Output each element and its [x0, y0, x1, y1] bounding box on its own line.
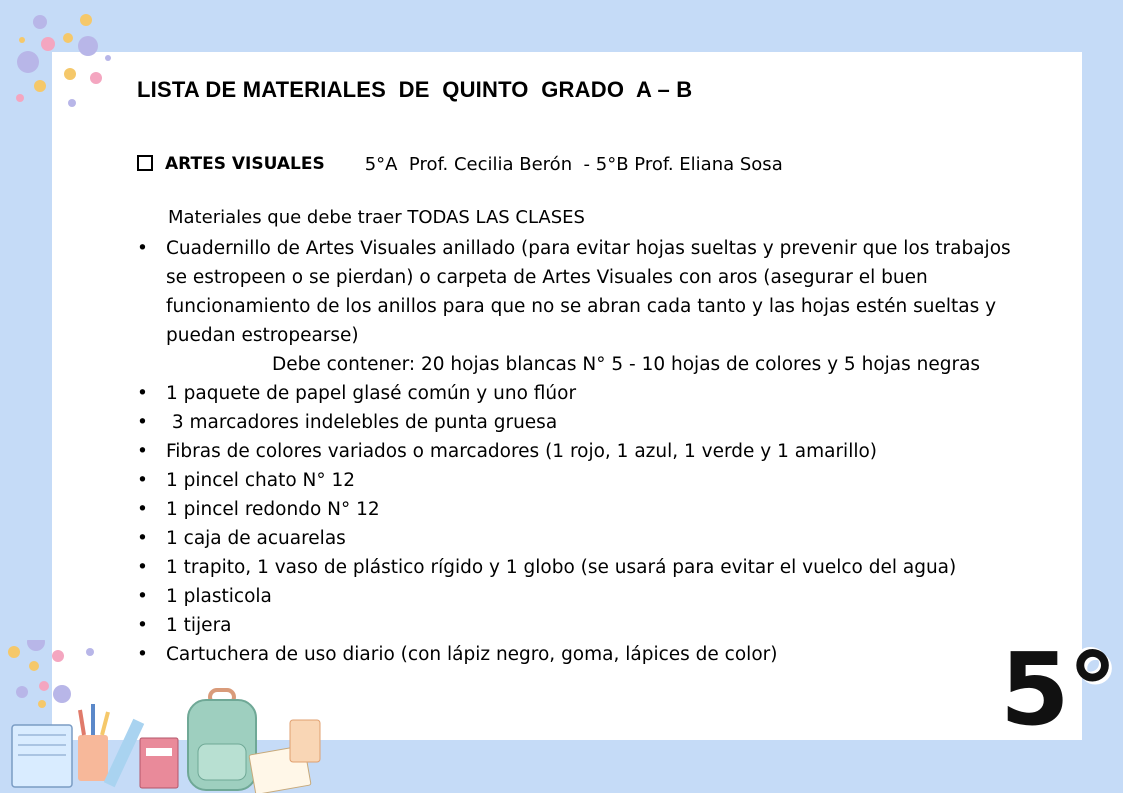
list-item-text: Cuadernillo de Artes Visuales anillado (para evitar hojas sueltas y prevenir que los trabajos se estropeen o se pierdan) o carpeta de Artes Visuales con aros (asegurar el buen funcionamiento de los anillos para que no se abran cada tanto y las hojas estén sueltas y puedan estropearse) — [166, 238, 1011, 346]
bullet-icon: • — [137, 470, 148, 491]
confetti-dots-top-decoration — [0, 0, 120, 120]
checkbox-icon — [137, 155, 153, 171]
bullet-icon: • — [137, 615, 148, 636]
bullet-icon: • — [137, 412, 148, 433]
materials-list — [137, 234, 1017, 669]
list-item-text: 1 plasticola — [166, 586, 272, 607]
list-item — [137, 495, 1017, 524]
bullet-icon: • — [137, 528, 148, 549]
intro-text: Materiales que debe traer TODAS LAS CLASES — [168, 207, 585, 228]
page-title: LISTA DE MATERIALES DE QUINTO GRADO A – B — [137, 77, 693, 102]
list-item-text: Fibras de colores variados o marcadores (1 rojo, 1 azul, 1 verde y 1 amarillo) — [166, 441, 878, 462]
section-teachers: 5°A Prof. Cecilia Berón - 5°B Prof. Eliana Sosa — [364, 153, 783, 175]
bullet-icon: • — [137, 644, 148, 665]
list-item — [137, 582, 1017, 611]
section-name: ARTES VISUALES — [165, 154, 325, 174]
list-item-text: 1 pincel chato N° 12 — [166, 470, 356, 491]
grade-badge: 5° — [1000, 631, 1116, 748]
list-item — [137, 611, 1017, 640]
list-item-text: 3 marcadores indelebles de punta gruesa — [166, 412, 558, 433]
list-item-text: 1 tijera — [166, 615, 232, 636]
bullet-icon: • — [137, 238, 148, 259]
bullet-icon: • — [137, 441, 148, 462]
list-item — [137, 524, 1017, 553]
list-item — [137, 553, 1017, 582]
list-item-note: Debe contener: 20 hojas blancas N° 5 - 10 hojas de colores y 5 hojas negras — [272, 354, 981, 375]
bullet-icon: • — [137, 499, 148, 520]
bullet-icon: • — [137, 383, 148, 404]
list-item-text: 1 trapito, 1 vaso de plástico rígido y 1 globo (se usará para evitar el vuelco del agua) — [166, 557, 957, 578]
list-item-text: 1 pincel redondo N° 12 — [166, 499, 380, 520]
list-item — [137, 379, 1017, 408]
bullet-icon: • — [137, 586, 148, 607]
list-item — [137, 234, 1017, 379]
section-header — [137, 151, 783, 177]
list-item-text: Cartuchera de uso diario (con lápiz negro, goma, lápices de color) — [166, 644, 778, 665]
list-item — [137, 408, 1017, 437]
list-item — [137, 466, 1017, 495]
bullet-icon: • — [137, 557, 148, 578]
list-item-text: 1 caja de acuarelas — [166, 528, 346, 549]
list-item-text: 1 paquete de papel glasé común y uno flúor — [166, 383, 577, 404]
list-item — [137, 640, 1017, 669]
list-item — [137, 437, 1017, 466]
